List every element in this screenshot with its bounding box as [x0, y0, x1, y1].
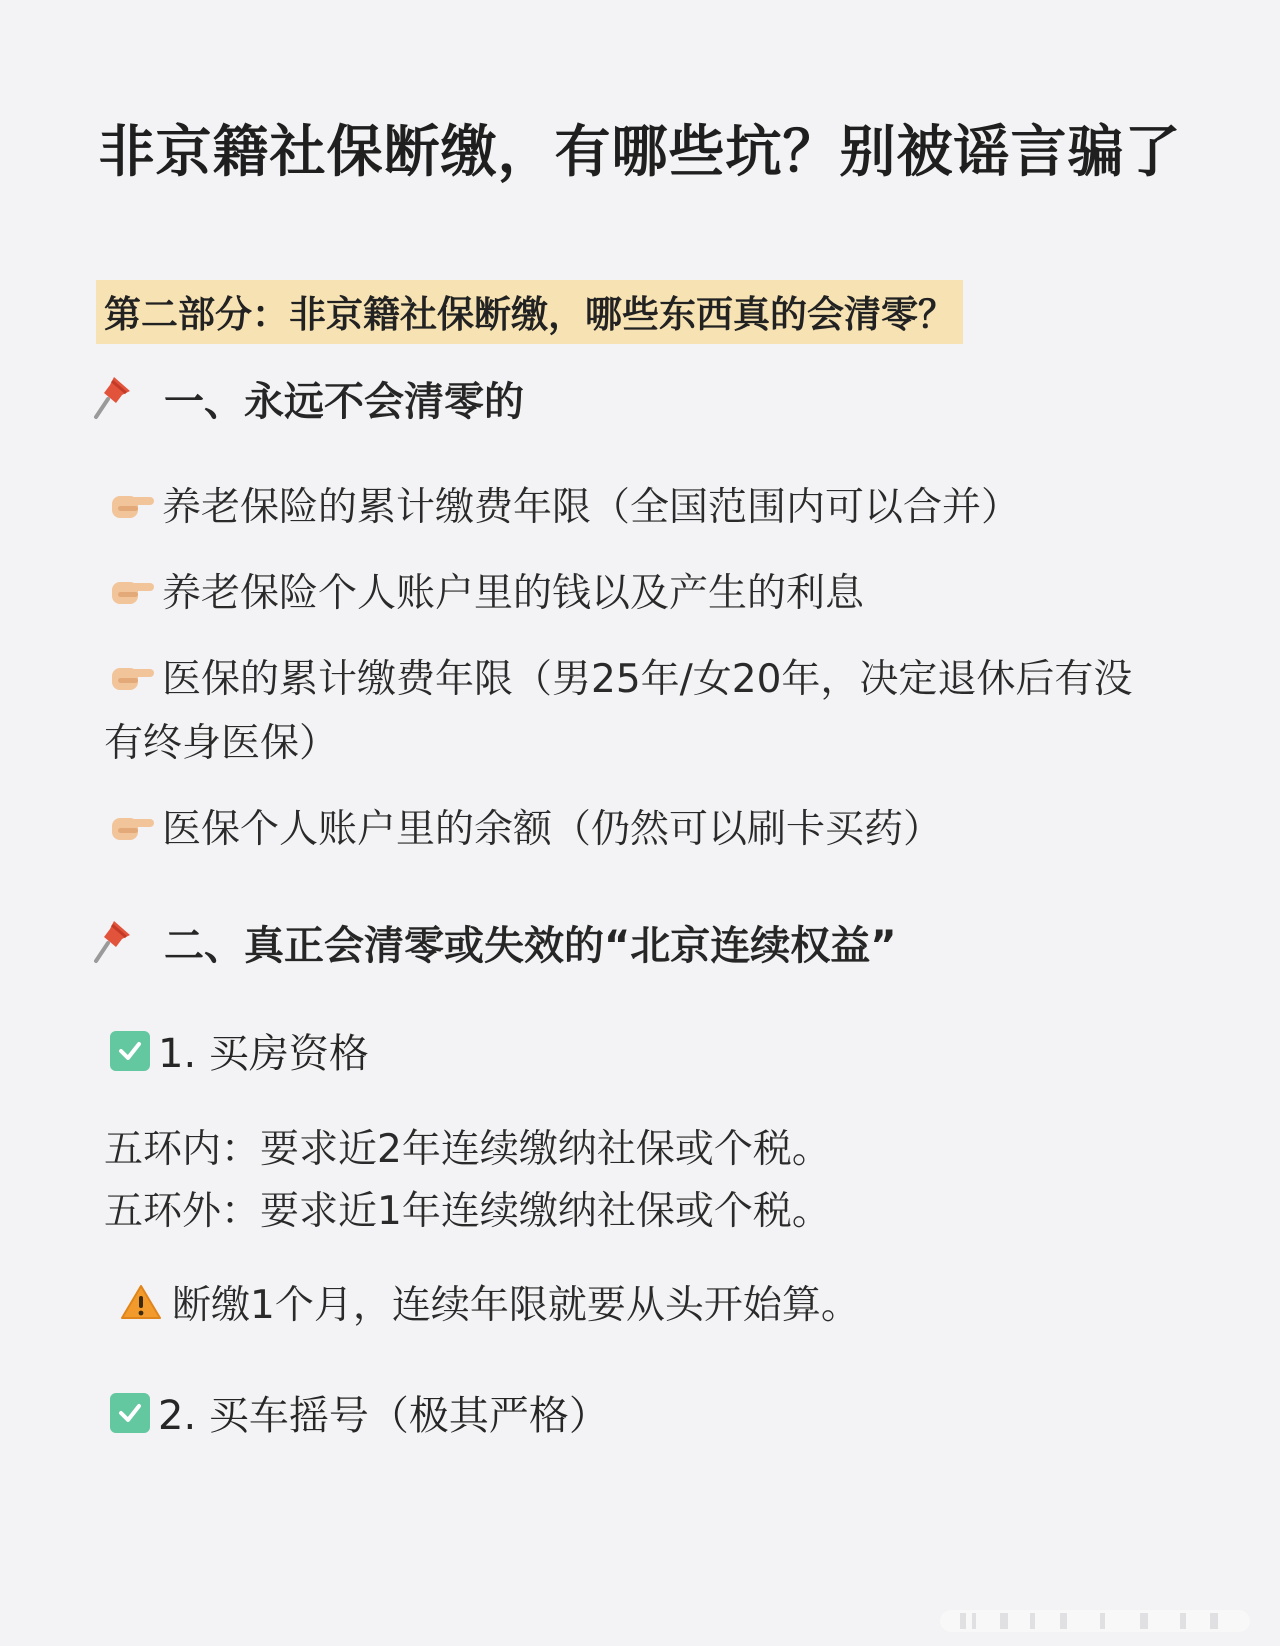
watermark-logo: [940, 1604, 1250, 1638]
item-heading-car-lottery: [110, 1384, 609, 1441]
pushpin-icon: [90, 917, 134, 969]
page-title: 非京籍社保断缴，有哪些坑？别被谣言骗了: [98, 120, 1182, 185]
part-heading: 第二部分：非京籍社保断缴，哪些东西真的会清零？: [96, 280, 963, 344]
check-mark-button-icon: [110, 1031, 150, 1071]
requirement-line: 五环内：要求近2年连续缴纳社保或个税。: [104, 1127, 831, 1172]
list-item-text: 养老保险个人账户里的钱以及产生的利息: [162, 571, 865, 616]
warning-note: [120, 1274, 860, 1330]
requirement-line: 五环外：要求近1年连续缴纳社保或个税。: [104, 1189, 831, 1234]
pointing-right-icon: [110, 484, 156, 524]
section-heading-2: [90, 914, 897, 971]
list-item-text: 医保的累计缴费年限（男25年/女20年，决定退休后有没: [162, 657, 1133, 702]
section-heading-1-text: 一、永远不会清零的: [164, 379, 524, 425]
list-item: [110, 562, 864, 618]
section-heading-1: [90, 370, 524, 427]
warning-icon: [120, 1284, 162, 1320]
warning-text: 断缴1个月，连续年限就要从头开始算。: [172, 1283, 860, 1328]
list-item: [110, 798, 942, 854]
pointing-right-icon: [110, 656, 156, 696]
section-heading-2-text: 二、真正会清零或失效的“北京连续权益”: [164, 923, 897, 969]
list-item: [110, 648, 1132, 704]
pushpin-icon: [90, 373, 134, 425]
list-item-continuation: 有终身医保）: [104, 721, 339, 766]
list-item: [110, 476, 1020, 532]
list-item-text: 医保个人账户里的余额（仍然可以刷卡买药）: [162, 807, 943, 852]
item-heading-text: 1. 买房资格: [158, 1031, 369, 1077]
pointing-right-icon: [110, 570, 156, 610]
pointing-right-icon: [110, 806, 156, 846]
item-heading-text: 2. 买车摇号（极其严格）: [158, 1393, 609, 1439]
check-mark-button-icon: [110, 1393, 150, 1433]
list-item-text: 养老保险的累计缴费年限（全国范围内可以合并）: [162, 485, 1021, 530]
item-heading-buy-house: [110, 1022, 369, 1079]
